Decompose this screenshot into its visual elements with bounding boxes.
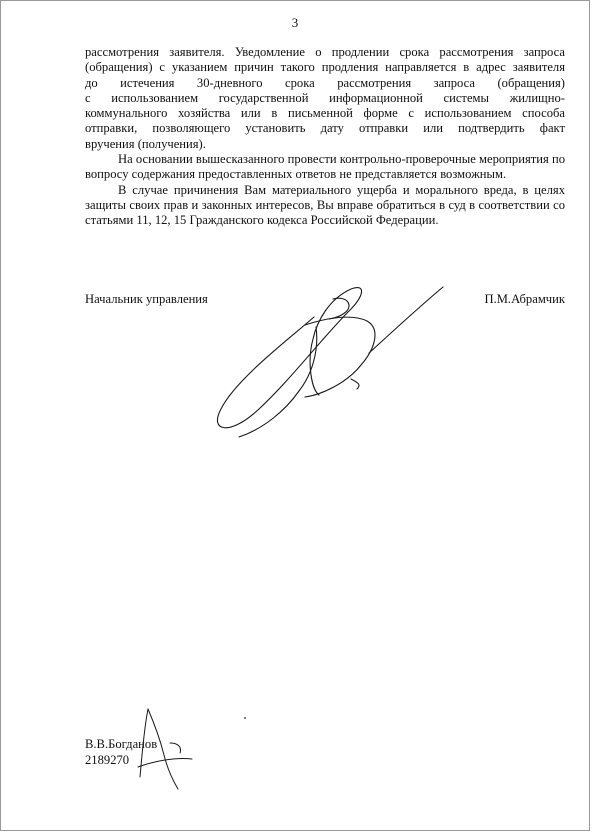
page-number: 3 [291, 15, 299, 30]
paragraph-1-line-6: отправки, позволяющего установить дату отправки или подтвердить факт [85, 121, 565, 136]
ink-dot [244, 717, 246, 719]
paragraph-1-line-3: до истечения 30-дневного срока рассмотрения запроса (обращения) [85, 75, 565, 90]
paragraph-1-line-7: вручения (получения). [85, 136, 206, 151]
letter-body [85, 45, 565, 229]
paragraph-1-line-2: (обращения) с указанием причин такого продления направляется в адрес заявителя [85, 60, 565, 75]
executor-phone: 2189270 [85, 752, 130, 767]
paragraph-1-line-5: коммунального хозяйства или в письменной форме с использованием способа [85, 106, 565, 121]
handwritten-signature [201, 269, 451, 444]
signer-name: П.М.Абрамчик [484, 292, 565, 306]
executor-name: В.В.Богданов [85, 737, 158, 751]
paragraph-1-line-4: с использованием государственной информационной системы жилищно- [85, 90, 565, 105]
paragraph-3: В случае причинения Вам материального ущерба и морального вреда, в целях защиты своих прав и законных интересов, Вы вправе обратиться в суд в соответствии со статьями 11, 12, 15 Гражданского кодекса Российской Федерации. [85, 182, 565, 228]
signer-position: Начальник управления [85, 292, 208, 306]
paragraph-1-line-1: рассмотрения заявителя. Уведомление о продлении срока рассмотрения запроса [85, 45, 565, 59]
executor-info [85, 737, 157, 768]
paragraph-2: На основании вышесказанного провести контрольно-проверочные мероприятия по вопросу содержания предоставленных ответов не представляется возможным. [85, 152, 565, 182]
